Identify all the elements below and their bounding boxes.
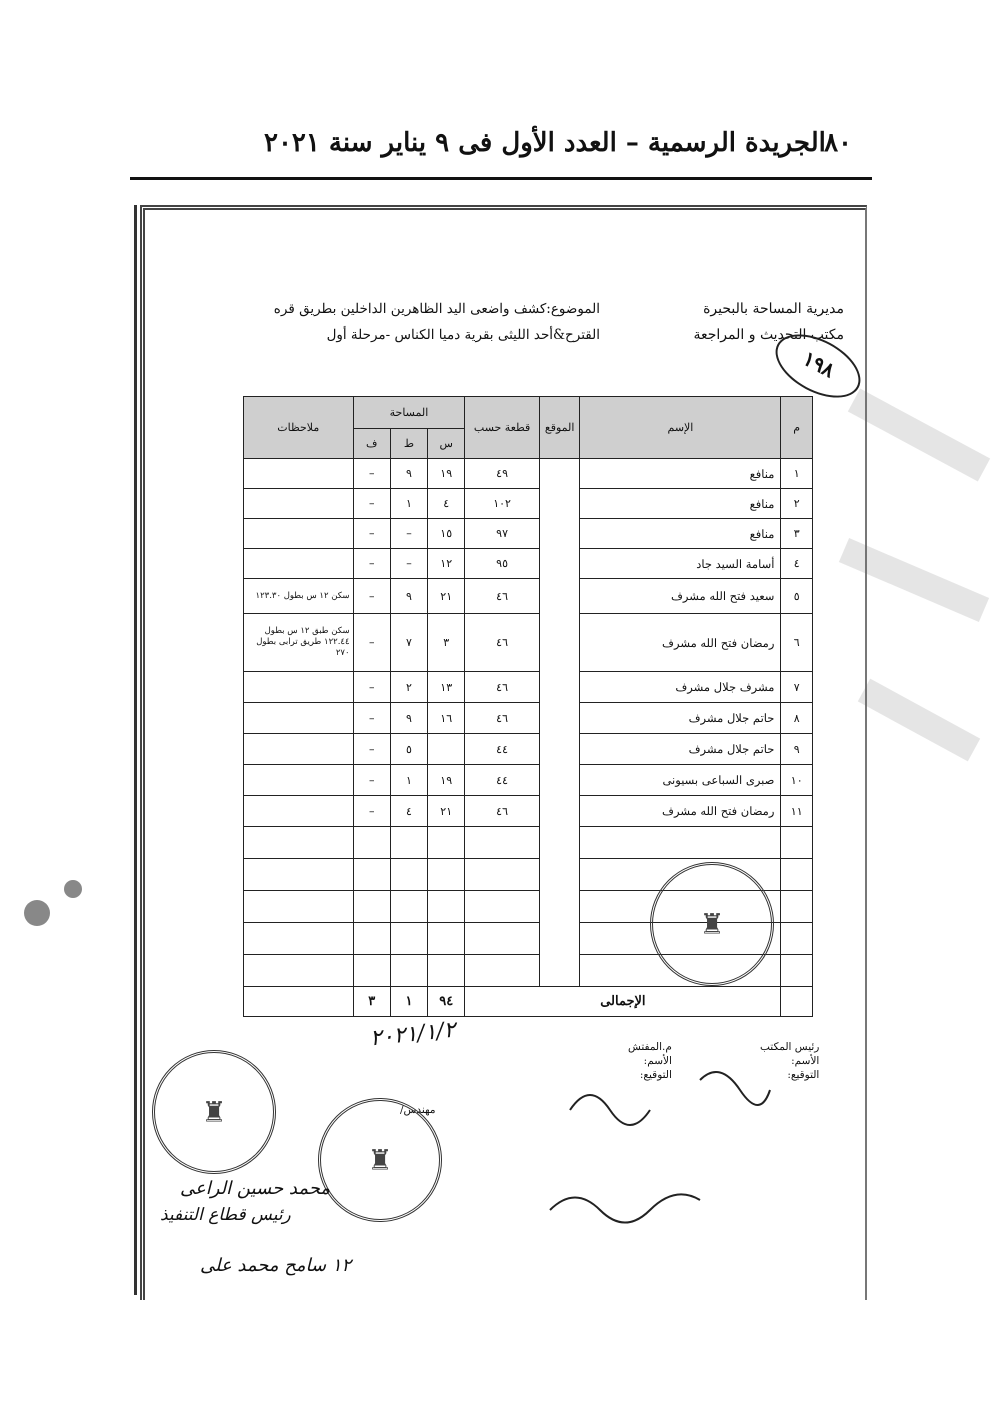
empty-cell [781, 923, 813, 955]
table-row [244, 519, 813, 549]
handwritten-name: محمد حسين الراعى [180, 1178, 331, 1199]
total-f: ٣ [353, 987, 390, 1017]
empty-cell [781, 859, 813, 891]
head-sign-label: التوقيع: [787, 1069, 820, 1081]
row-name: حاتم جلال مشرف [580, 734, 781, 765]
row-area-f: – [353, 614, 390, 672]
row-area-f: – [353, 489, 390, 519]
row-name: منافع [580, 489, 781, 519]
total-label: الإجمالى [465, 987, 781, 1017]
empty-row [244, 827, 813, 859]
subject-line-2: القترح&أحد الليثى بقرية دميا الكناس -مرحلة أول [326, 327, 600, 343]
total-spacer [781, 987, 813, 1017]
row-area-t: – [390, 519, 427, 549]
empty-cell [465, 891, 540, 923]
row-name: حاتم جلال مشرف [580, 703, 781, 734]
table-row [244, 549, 813, 579]
col-unit-f: ف [353, 429, 390, 459]
row-area-s: ٢١ [428, 579, 465, 614]
row-area-s [428, 734, 465, 765]
row-area-f: – [353, 703, 390, 734]
empty-cell [428, 859, 465, 891]
subject-block [250, 296, 600, 348]
row-num: ٨ [781, 703, 813, 734]
row-area-s: ١٩ [428, 459, 465, 489]
empty-cell [580, 827, 781, 859]
col-unit-t: ط [390, 429, 427, 459]
row-area-t: ٧ [390, 614, 427, 672]
empty-cell [390, 923, 427, 955]
head-title: رئيس المكتب [760, 1041, 820, 1053]
eagle-icon: ♜ [699, 907, 725, 941]
row-area-f: – [353, 672, 390, 703]
row-area-f: – [353, 459, 390, 489]
table-row [244, 703, 813, 734]
row-num: ١ [781, 459, 813, 489]
empty-cell [244, 955, 354, 987]
location-cell [539, 459, 580, 987]
office-name: مكتب التحديث و المراجعة [693, 327, 844, 343]
official-seal [318, 1098, 442, 1222]
row-area-s: ١٦ [428, 703, 465, 734]
row-parcel: ٩٧ [465, 519, 540, 549]
col-notes: ملاحظات [244, 397, 354, 459]
gazette-title: الجريدة الرسمية – العدد الأول فى ٩ يناير سنة ٢٠٢١ [264, 128, 826, 158]
table-row [244, 459, 813, 489]
row-num: ٦ [781, 614, 813, 672]
row-note [244, 703, 354, 734]
row-name: منافع [580, 519, 781, 549]
head-name-label: الأسم: [791, 1055, 820, 1067]
reference-stamp: ١٩٨ [765, 321, 871, 410]
empty-cell [353, 923, 390, 955]
row-name: رمضان فتح الله مشرف [580, 614, 781, 672]
row-note: سكن ١٢ س بطول ١٢٣.٣٠ [244, 579, 354, 614]
row-area-t: ٤ [390, 796, 427, 827]
empty-cell [390, 859, 427, 891]
row-name: رمضان فتح الله مشرف [580, 796, 781, 827]
table-row [244, 579, 813, 614]
row-area-s: ٤ [428, 489, 465, 519]
official-seal [152, 1050, 276, 1174]
row-area-f: – [353, 549, 390, 579]
row-area-t: ٥ [390, 734, 427, 765]
empty-cell [353, 859, 390, 891]
row-parcel: ٤٦ [465, 703, 540, 734]
col-parcel: قطعة حسب [465, 397, 540, 459]
row-num: ١١ [781, 796, 813, 827]
row-area-s: ١٣ [428, 672, 465, 703]
engineer-label: مهندس/ [400, 1104, 436, 1116]
row-note [244, 459, 354, 489]
subject-line-1: الموضوع:كشف واضعى اليد الظاهرين الداخلين بطريق قره [273, 301, 600, 317]
empty-cell [390, 955, 427, 987]
row-parcel: ٤٩ [465, 459, 540, 489]
empty-cell [353, 827, 390, 859]
empty-cell [428, 923, 465, 955]
col-area: المساحة [353, 397, 465, 429]
empty-cell [244, 827, 354, 859]
row-parcel: ٤٦ [465, 579, 540, 614]
official-seal [650, 862, 774, 986]
row-area-t: ٩ [390, 579, 427, 614]
row-parcel: ٤٦ [465, 796, 540, 827]
empty-cell [428, 955, 465, 987]
row-area-t: ١ [390, 489, 427, 519]
handwritten-date: ٢٠٢١/١/٢ [368, 1017, 457, 1052]
row-area-t: ٩ [390, 703, 427, 734]
eagle-icon: ♜ [201, 1095, 227, 1129]
row-note [244, 489, 354, 519]
row-num: ٩ [781, 734, 813, 765]
table-row [244, 765, 813, 796]
agency-name: مديرية المساحة بالبحيرة [703, 301, 844, 317]
total-t: ١ [390, 987, 427, 1017]
signature-scribbles [540, 1050, 780, 1230]
col-unit-s: س [428, 429, 465, 459]
row-area-s: ٢١ [428, 796, 465, 827]
empty-cell [781, 891, 813, 923]
row-area-t: ٩ [390, 459, 427, 489]
inspector-title: م.المفتش [628, 1041, 672, 1053]
inspector-sign-label: التوقيع: [639, 1069, 672, 1081]
col-num: م [781, 397, 813, 459]
row-name: مشرف جلال مشرف [580, 672, 781, 703]
row-name: سعيد فتح الله مشرف [580, 579, 781, 614]
empty-cell [465, 955, 540, 987]
row-area-f: – [353, 796, 390, 827]
row-parcel: ٤٦ [465, 672, 540, 703]
row-parcel: ٤٤ [465, 734, 540, 765]
empty-cell [781, 955, 813, 987]
table-row [244, 489, 813, 519]
total-row [244, 987, 813, 1017]
page-header [130, 128, 872, 168]
inspector-name-label: الأسم: [643, 1055, 672, 1067]
scan-edge [134, 205, 137, 1295]
col-name: الإسم [580, 397, 781, 459]
total-s: ٩٤ [428, 987, 465, 1017]
row-area-f: – [353, 734, 390, 765]
empty-cell [244, 923, 354, 955]
row-area-t: ١ [390, 765, 427, 796]
row-num: ٥ [781, 579, 813, 614]
empty-cell [244, 891, 354, 923]
row-parcel: ٤٦ [465, 614, 540, 672]
handwritten-name: ١٢ سامح محمد على [200, 1255, 352, 1276]
header-rule [130, 177, 872, 180]
empty-cell [353, 891, 390, 923]
page-number: ٨٠ [824, 128, 852, 158]
handwritten-name: رئيس قطاع التنفيذ [160, 1205, 291, 1225]
empty-cell [353, 955, 390, 987]
empty-cell [390, 891, 427, 923]
row-note: سكن طبق ١٢ س بطول ١٢٢.٤٤ طريق ترابى بطول ٢٧٠ [244, 614, 354, 672]
empty-cell [390, 827, 427, 859]
row-note [244, 796, 354, 827]
row-area-s: ١٩ [428, 765, 465, 796]
watermark-dot [64, 880, 82, 898]
row-area-f: – [353, 579, 390, 614]
row-name: منافع [580, 459, 781, 489]
row-area-s: ١٢ [428, 549, 465, 579]
table-row [244, 796, 813, 827]
row-area-t: ٢ [390, 672, 427, 703]
empty-cell [465, 859, 540, 891]
row-area-t: – [390, 549, 427, 579]
row-note [244, 549, 354, 579]
row-note [244, 734, 354, 765]
watermark-dot [24, 900, 50, 926]
row-note [244, 765, 354, 796]
row-parcel: ٤٤ [465, 765, 540, 796]
empty-cell [244, 859, 354, 891]
empty-cell [428, 891, 465, 923]
empty-cell [428, 827, 465, 859]
row-parcel: ١٠٢ [465, 489, 540, 519]
col-location: الموقع [539, 397, 580, 459]
row-area-s: ١٥ [428, 519, 465, 549]
table-row [244, 672, 813, 703]
row-num: ٧ [781, 672, 813, 703]
eagle-icon: ♜ [367, 1143, 393, 1177]
row-note [244, 672, 354, 703]
table-row [244, 734, 813, 765]
row-num: ٢ [781, 489, 813, 519]
row-name: أسامة السيد جاد [580, 549, 781, 579]
row-num: ١٠ [781, 765, 813, 796]
total-note [244, 987, 354, 1017]
row-num: ٣ [781, 519, 813, 549]
row-note [244, 519, 354, 549]
row-area-f: – [353, 765, 390, 796]
row-parcel: ٩٥ [465, 549, 540, 579]
table-row [244, 614, 813, 672]
watermark-graphic [834, 360, 994, 840]
row-name: صبرى السباعى بسيونى [580, 765, 781, 796]
empty-cell [465, 827, 540, 859]
empty-cell [781, 827, 813, 859]
row-num: ٤ [781, 549, 813, 579]
row-area-s: ٣ [428, 614, 465, 672]
row-area-f: – [353, 519, 390, 549]
empty-cell [465, 923, 540, 955]
